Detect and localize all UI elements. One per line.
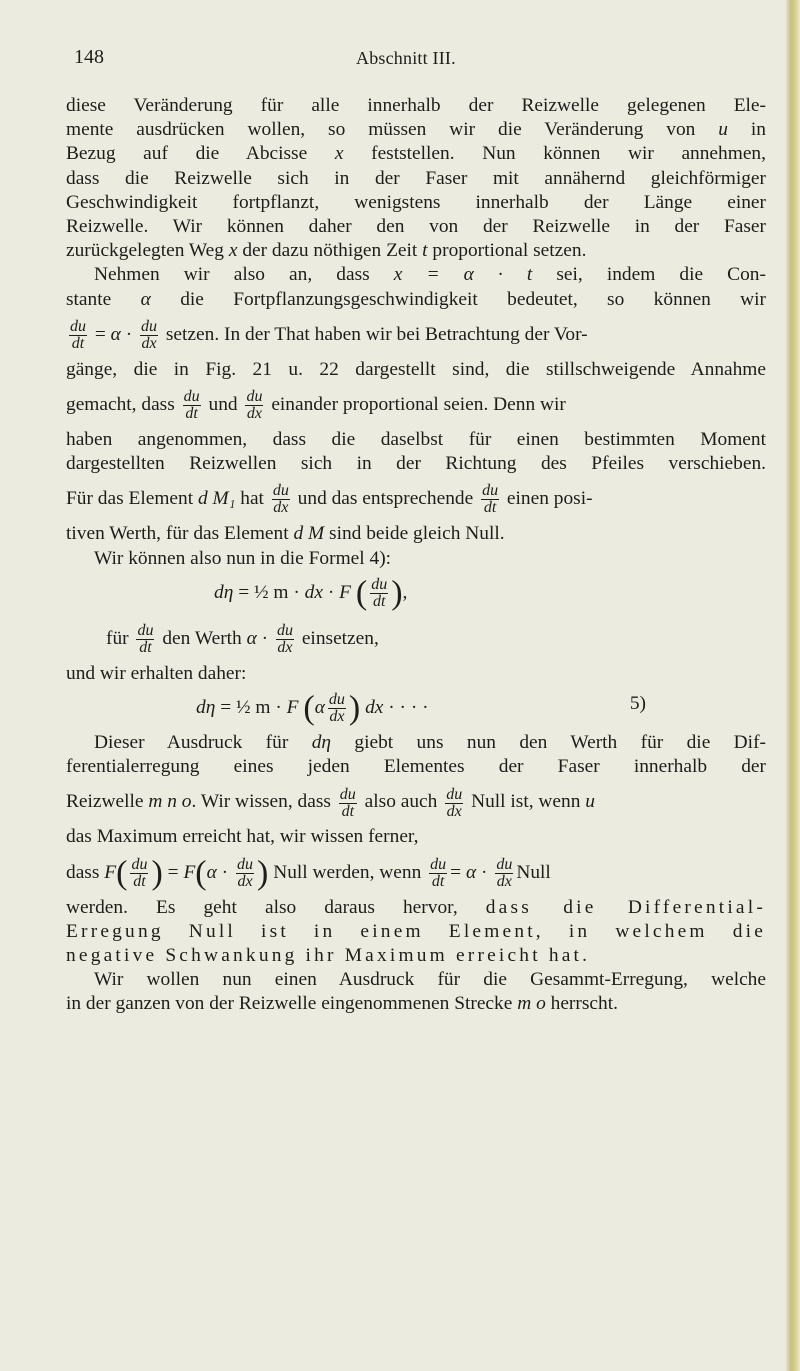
text-line: Dieser Ausdruck für dη giebt uns nun den Werth für die Dif- <box>94 732 766 754</box>
page-edge <box>786 0 800 1371</box>
text-line: Bezug auf die Abcisse x feststellen. Nun können wir annehmen, <box>66 143 766 165</box>
formula-line: für $\frac{du}{dt}$ den Werth α · $\frac{du}{dx}$ einsetzen, <box>106 621 379 656</box>
text-line: zurückgelegten Weg x der dazu nöthigen Zeit t proportional setzen. <box>66 240 587 262</box>
text-line: tiven Werth, für das Element d M sind beide gleich Null. <box>66 523 505 545</box>
text-line: ferentialerregung eines jeden Elementes der Faser innerhalb der <box>66 756 766 778</box>
text-line: negative Schwankung ihr Maximum erreicht hat. <box>66 945 591 967</box>
formula-line: Reizwelle m n o. Wir wissen, dass $\frac{du}{dt}$ also auch $\frac{du}{dx}$ Null ist, wenn u <box>66 785 595 820</box>
text-line: das Maximum erreicht hat, wir wissen ferner, <box>66 826 419 848</box>
text-line: dargestellten Reizwellen sich in der Richtung des Pfeiles verschieben. <box>66 453 766 475</box>
equation-5: dη = ½ m · F (α $\frac{du}{dx}$ ) dx · · · · 5) <box>196 689 646 727</box>
text-line: Reizwelle. Wir können daher den von der Reizwelle in der Faser <box>66 216 766 238</box>
fraction-du-dt: $\frac{du}{dt}$ <box>70 317 86 352</box>
text-line: gänge, die in Fig. 21 u. 22 dargestellt sind, die stillschweigende Annahme <box>66 358 766 380</box>
fraction-du-dx: $\frac{du}{dx}$ <box>141 317 158 352</box>
formula-line: dass F( $\frac{du}{dt}$ ) = F(α · $\frac{du}{dx}$ ) Null werden, wenn $\frac{du}{dt}$ = α · $\frac{du}{dx}$ Null <box>66 854 551 892</box>
text-line: und wir erhalten daher: <box>66 662 247 684</box>
equation-d-eta: dη = ½ m · dx · F ( $\frac{du}{dt}$ ), <box>214 574 408 612</box>
text-line: haben angenommen, dass die daselbst für einen bestimmten Moment <box>66 429 766 451</box>
page-number: 148 <box>74 46 104 68</box>
text-line: Wir wollen nun einen Ausdruck für die Gesammt-Erregung, welche <box>94 969 766 991</box>
text-line: Geschwindigkeit fortpflanzt, wenigstens innerhalb der Länge einer <box>66 191 766 213</box>
formula-line: gemacht, dass $\frac{du}{dt}$ und $\frac{du}{dx}$ einander proportional seien. Denn wir <box>66 388 566 423</box>
running-head: Abschnitt III. <box>356 48 456 68</box>
text-line: Nehmen wir also an, dass x = α · t sei, indem die Con- <box>94 264 766 286</box>
text-line: werden. Es geht also daraus hervor, dass die Differential- <box>66 896 766 918</box>
page-header <box>0 46 786 76</box>
formula-line: Für das Element d M₁ hat $\frac{du}{dx}$ und das entsprechende $\frac{du}{dt}$ einen posi- <box>66 482 593 517</box>
body-text <box>66 94 766 1017</box>
text-line: Erregung Null ist in einem Element, in welchem die <box>66 920 766 942</box>
text-line: dass die Reizwelle sich in der Faser mit annähernd gleichförmiger <box>66 167 766 189</box>
text-line: Wir können also nun in die Formel 4): <box>94 547 392 569</box>
text-line: diese Veränderung für alle innerhalb der Reizwelle gelegenen Ele- <box>66 95 766 116</box>
text-line: mente ausdrücken wollen, so müssen wir die Veränderung von u in <box>66 119 766 141</box>
text-line: stante α die Fortpflanzungsgeschwindigkeit bedeutet, so können wir <box>66 288 766 310</box>
text-line: in der ganzen von der Reizwelle eingenommenen Strecke m o herrscht. <box>66 993 618 1015</box>
formula-line: $\frac{du}{dt}$ = α · $\frac{du}{dx}$ setzen. In der That haben wir bei Betrachtung der Vor- <box>70 317 588 352</box>
